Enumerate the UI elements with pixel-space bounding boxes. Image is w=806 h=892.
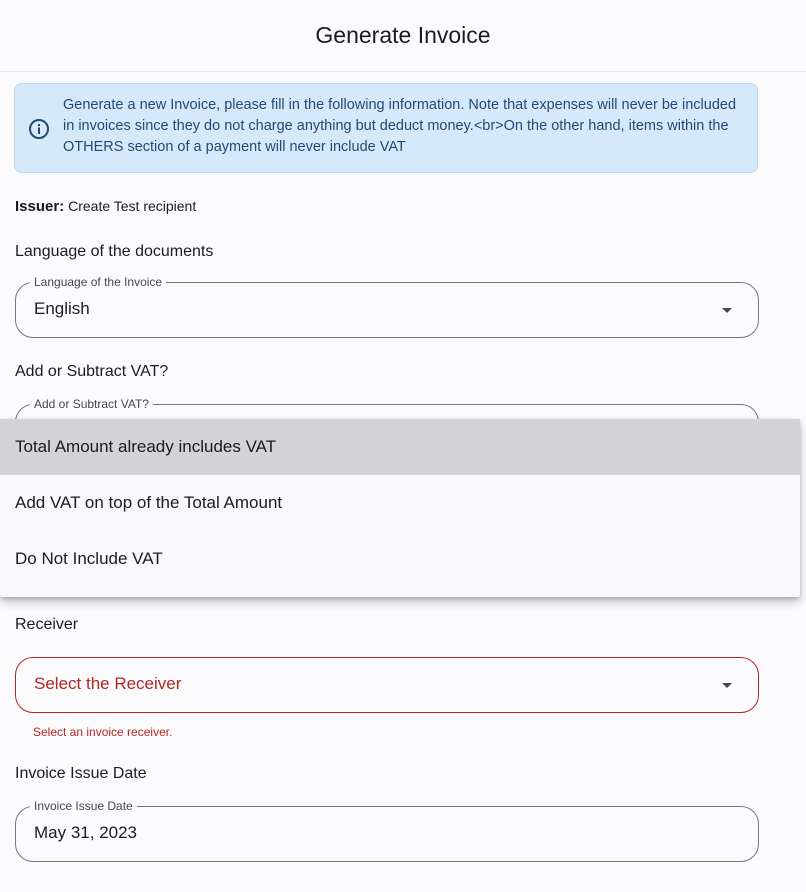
vat-options-menu — [0, 419, 800, 597]
info-circle-icon — [28, 118, 50, 140]
vat-option-includes[interactable]: Total Amount already includes VAT — [0, 419, 800, 475]
language-field-label: Language of the Invoice — [30, 274, 166, 290]
issue-date-field[interactable] — [15, 799, 759, 862]
issuer-value: Create Test recipient — [68, 198, 197, 214]
receiver-placeholder: Select the Receiver — [34, 674, 182, 693]
page-header — [0, 0, 806, 72]
issuer-row — [15, 198, 196, 215]
receiver-section-label: Receiver — [15, 616, 79, 633]
info-banner — [14, 83, 758, 173]
issue-date-value: May 31, 2023 — [34, 823, 138, 842]
chevron-down-icon — [722, 308, 732, 313]
vat-field-label: Add or Subtract VAT? — [30, 396, 153, 412]
vat-option-no-vat[interactable]: Do Not Include VAT — [15, 549, 163, 568]
vat-option-add-on-top[interactable]: Add VAT on top of the Total Amount — [15, 493, 283, 512]
language-section-label: Language of the documents — [15, 243, 214, 260]
receiver-select[interactable] — [15, 657, 759, 713]
issue-date-section-label: Invoice Issue Date — [15, 765, 147, 782]
language-select[interactable] — [15, 275, 759, 338]
issuer-label: Issuer: — [15, 198, 65, 215]
chevron-down-icon — [722, 683, 732, 688]
info-message: Generate a new Invoice, please fill in the following information. Note that expenses will never be included in invoices since they do not charge anything but deduct money.<br>On the other hand, items within the OTHERS section of a payment will never include VAT — [63, 97, 737, 155]
receiver-error-text: Select an invoice receiver. — [33, 725, 173, 739]
page-title: Generate Invoice — [315, 22, 491, 48]
language-value: English — [34, 299, 90, 318]
issue-date-field-label: Invoice Issue Date — [30, 798, 137, 814]
vat-section-label: Add or Subtract VAT? — [15, 363, 169, 380]
